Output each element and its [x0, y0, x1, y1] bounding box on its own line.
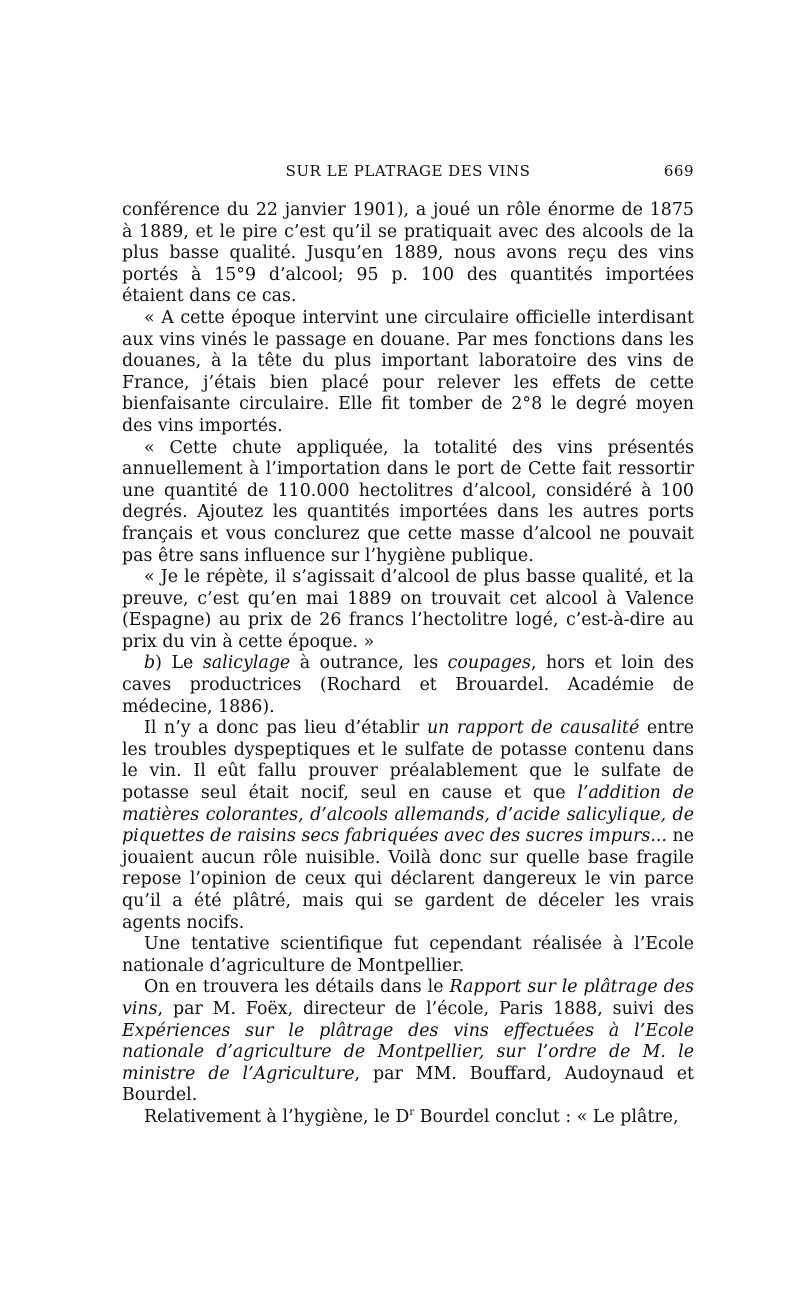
text-run: « Cette chute appliquée, la totalité des vins présentés annuellement à l’importation dans le port de Cette fait ressortir une quantité de 110.000 hectolitres d’alcool, considéré à 100 degrés. Ajoutez les quantités importées dans les autres ports français et vous conclurez que cette masse d’alcool ne pouvait pas être sans influence sur l’hygiène publique.: [122, 437, 694, 566]
text-run: ) Le: [155, 653, 203, 674]
book-page: [122, 158, 694, 1129]
paragraph: [122, 567, 694, 653]
text-run: Relativement à l’hygiène, le D: [144, 1106, 410, 1127]
italic-text: coupages: [447, 653, 531, 674]
italic-text: l’addition de matières colorantes, d’alcools allemands, d’acide salicylique, de piquettes de raisins secs fabriquées avec des sucres impurs...: [122, 783, 694, 847]
italic-text: Expériences sur le plâtrage des vins effectuées à l’Ecole nationale d’agriculture de Montpellier, sur l’ordre de M. le ministre de l’Agriculture: [122, 1020, 694, 1084]
paragraph: [122, 438, 694, 568]
running-title: SUR LE PLATRAGE DES VINS: [285, 162, 531, 180]
paragraph: [122, 934, 694, 977]
page-number: 669: [663, 162, 694, 180]
text-run: à outrance, les: [290, 653, 448, 674]
running-header: [122, 158, 694, 186]
paragraph: [122, 977, 694, 1107]
body-text: [122, 200, 694, 1129]
text-run: , par MM. Bouffard, Audoynaud et Bourdel.: [122, 1063, 695, 1106]
text-run: conférence du 22 janvier 1901), a joué un rôle énorme de 1875 à 1889, et le pire c’est qu’il se pratiquait avec des alcools de la plus basse qualité. Jusqu’en 1889, nous avons reçu des vins portés à 15°9 d’alcool; 95 p. 100 des quantités importées étaient dans ce cas.: [122, 200, 694, 307]
italic-text: salicylage: [202, 653, 291, 674]
superscript-text: r: [409, 1107, 415, 1119]
italic-text: Rapport sur le plâtrage des vins: [122, 977, 694, 1019]
text-run: ne jouaient aucun rôle nuisible. Voilà donc sur quelle base fragile repose l’opinion de ceux qui déclarent dangereux le vin parce qu’il a été plâtré, mais qui se gardent de déceler les vrais agents nocifs.: [122, 826, 694, 933]
text-run: , hors et loin des caves productrices (Rochard et Brouardel. Académie de médecine, 1886).: [122, 653, 694, 717]
text-run: « Je le répète, il s’agissait d’alcool de plus basse qualité, et la preuve, c’est qu’en mai 1889 on trouvait cet alcool à Valence (Espagne) au prix de 26 francs l’hectolitre logé, c’est-à-dire au prix du vin à cette époque. »: [122, 567, 694, 652]
text-run: Une tentative scientifique fut cependant réalisée à l’Ecole nationale d’agriculture de Montpellier.: [122, 934, 694, 976]
paragraph: [122, 200, 694, 308]
text-run: Il n’y a donc pas lieu d’établir: [144, 718, 427, 739]
italic-text: un rapport de causalité: [426, 718, 640, 739]
italic-text: b: [144, 653, 156, 674]
text-run: Bourdel conclut : « Le plâtre,: [414, 1106, 679, 1127]
paragraph: [122, 1107, 694, 1129]
paragraph: [122, 653, 694, 718]
text-run: « A cette époque intervint une circulaire officielle interdisant aux vins vinés le passage en douane. Par mes fonctions dans les douanes, à la tête du plus important laboratoire des vins de France, j’étais bien placé pour relever les effets de cette bienfaisante circulaire. Elle fit tomber de 2°8 le degré moyen des vins importés.: [122, 307, 694, 436]
text-run: , par M. Foëx, directeur de l’école, Paris 1888, suivi des: [157, 998, 694, 1019]
text-run: On en trouvera les détails dans le: [144, 977, 450, 998]
paragraph: [122, 718, 694, 934]
text-run: entre les troubles dyspeptiques et le sulfate de potasse contenu dans le vin. Il eût fallu prouver préalablement que le sulfate de potasse seul était nocif, seul en cause et que: [122, 718, 694, 804]
paragraph: [122, 308, 694, 438]
